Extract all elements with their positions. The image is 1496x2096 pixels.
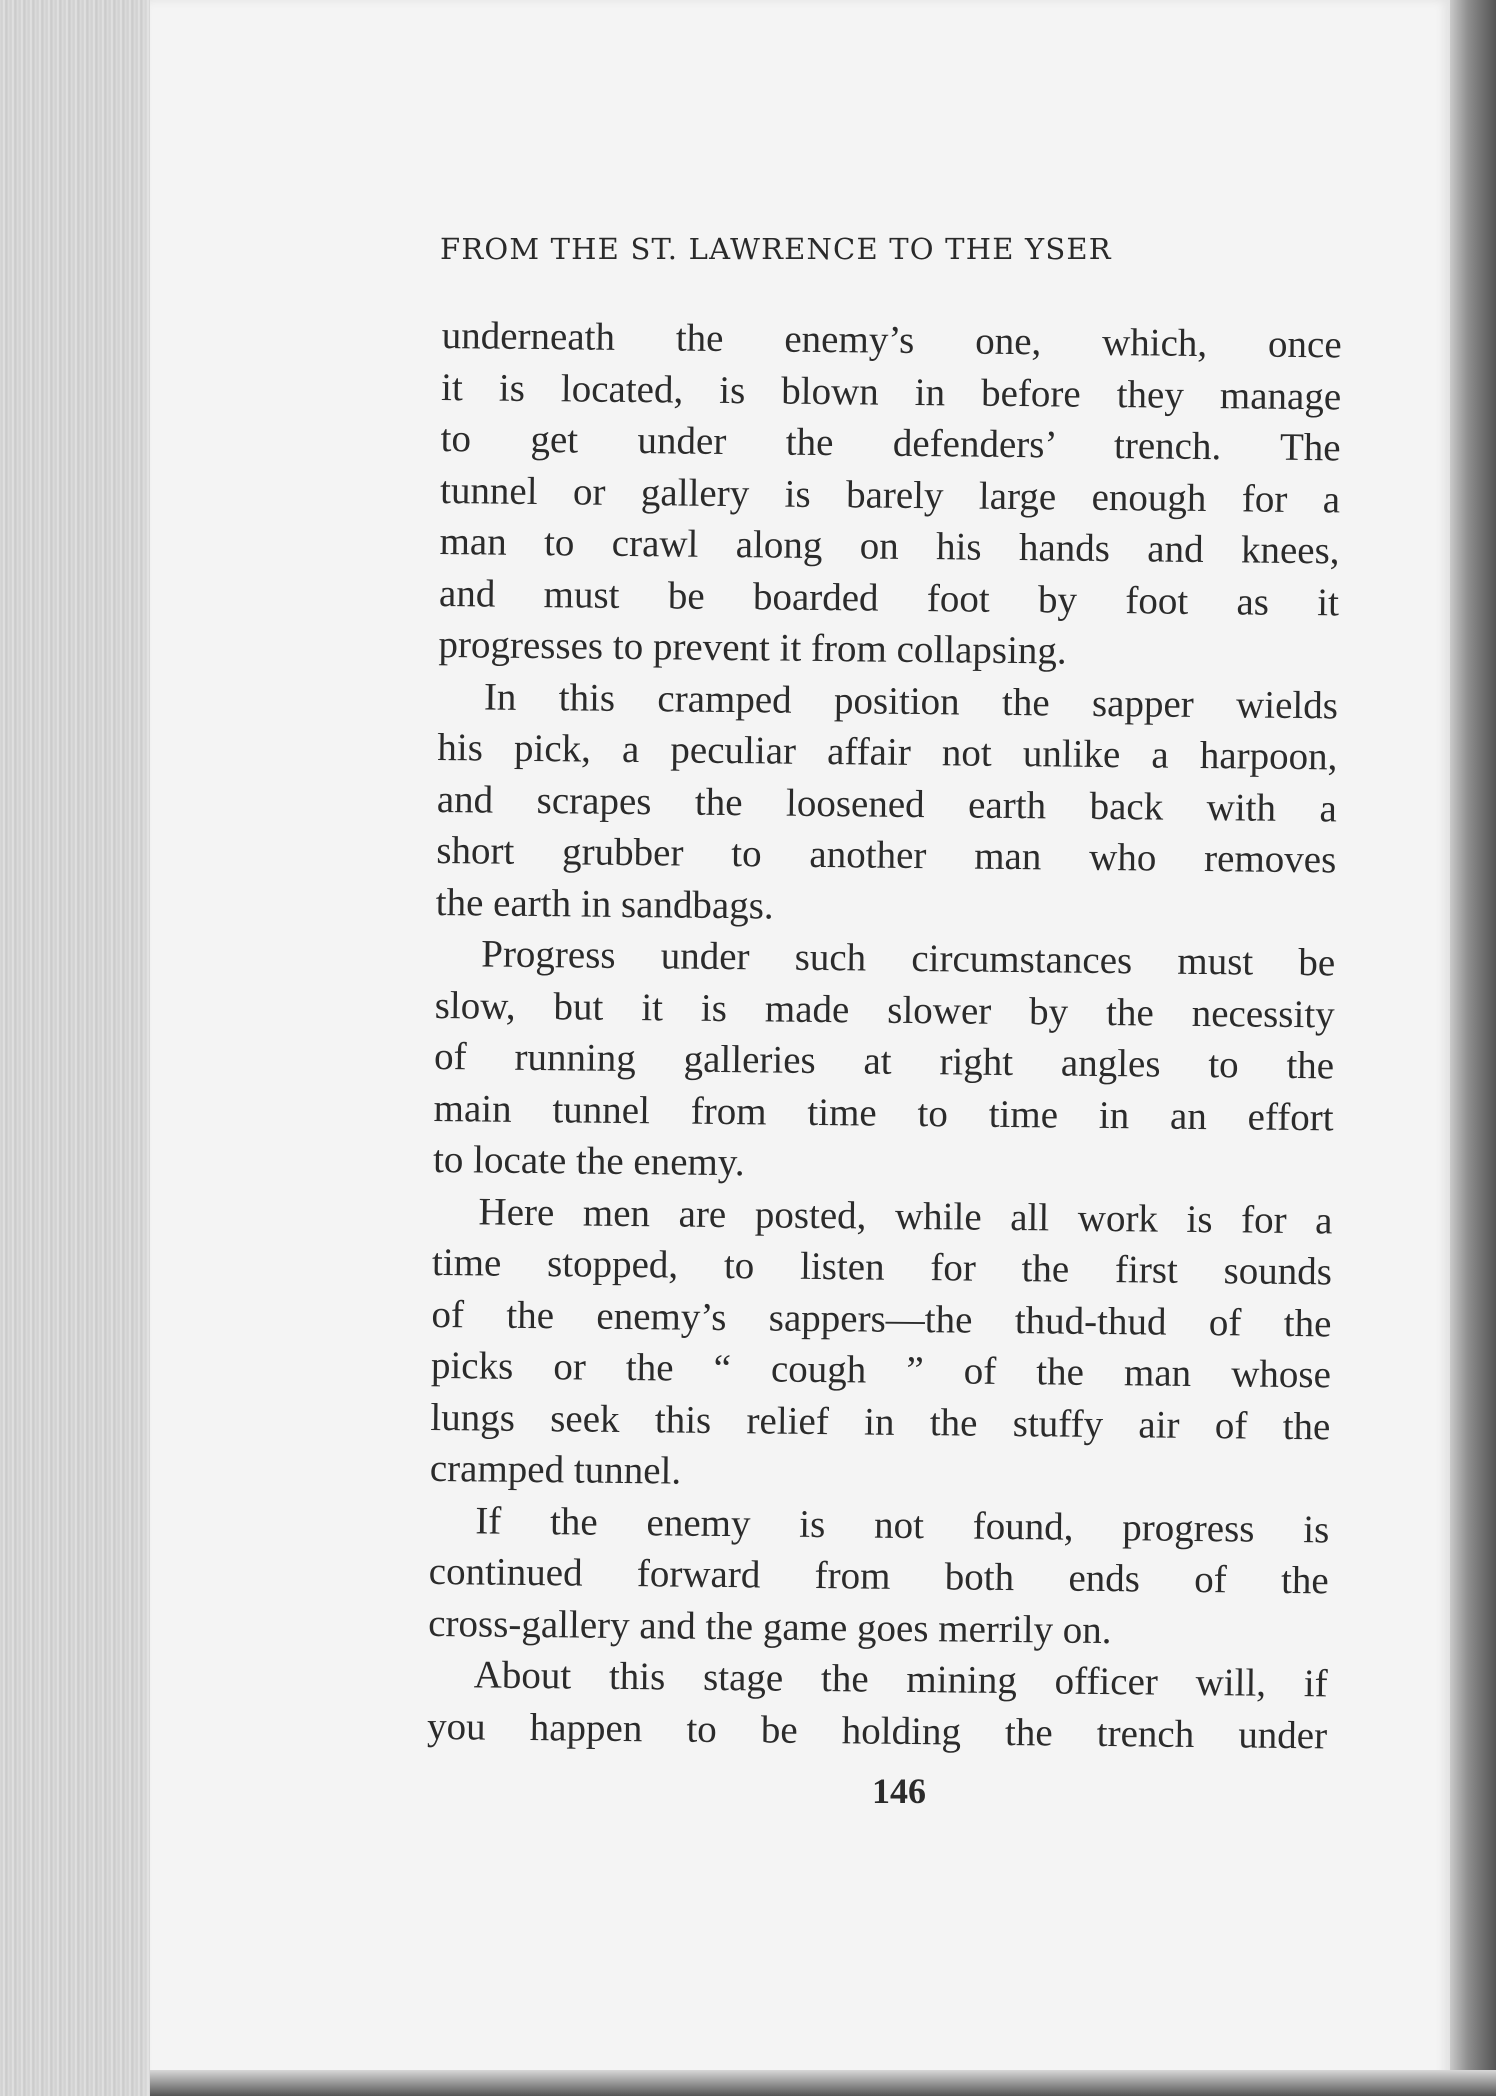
body-text	[427, 310, 1342, 1761]
text-line: underneath the enemy’s one, which, once	[441, 313, 1342, 367]
text-line: it is located, is blown in before they manage	[440, 365, 1342, 418]
text-line: the earth in sandbags.	[435, 880, 774, 928]
text-line: to locate the enemy.	[432, 1137, 745, 1185]
text-line: About this stage the mining officer will, if	[473, 1653, 1328, 1706]
text-line: cross-gallery and the game goes merrily on.	[428, 1601, 1112, 1652]
page-bottom-shadow	[150, 2070, 1496, 2096]
text-line: slow, but it is made slower by the necessity	[434, 983, 1335, 1036]
text-line: and scrapes the loosened earth back with a	[436, 777, 1338, 830]
text-line: continued forward from both ends of the	[428, 1549, 1329, 1603]
page-number: 146	[872, 1771, 926, 1811]
text-line: man to crawl along on his hands and knees,	[439, 519, 1340, 573]
text-line: to get under the defenders’ trench. The	[440, 416, 1341, 470]
text-line: progresses to prevent it from collapsing.	[438, 622, 1067, 673]
text-line: picks or the “ cough ” of the man whose	[430, 1343, 1332, 1397]
paragraph	[427, 1649, 1328, 1761]
text-line: of running galleries at right angles to the	[433, 1034, 1335, 1088]
text-line: time stopped, to listen for the first sounds	[431, 1240, 1333, 1294]
text-line: lungs seek this relief in the stuffy air of the	[430, 1395, 1331, 1448]
paragraph	[430, 1185, 1333, 1503]
text-line: you happen to be holding the trench under	[426, 1704, 1328, 1757]
text-line: and must be boarded foot by foot as it	[438, 571, 1340, 624]
paragraph	[436, 670, 1339, 937]
paragraph	[433, 928, 1336, 1195]
text-line: short grubber to another man who removes	[436, 828, 1337, 882]
running-head: FROM THE ST. LAWRENCE TO THE YSER	[440, 232, 1112, 266]
text-line: tunnel or gallery is barely large enough for a	[439, 468, 1341, 521]
paragraph	[438, 310, 1342, 680]
paragraph	[428, 1494, 1330, 1658]
text-line: cramped tunnel.	[429, 1446, 682, 1493]
text-line: of the enemy’s sappers—the thud-thud of the	[431, 1292, 1332, 1345]
text-line: In this cramped position the sapper wields	[483, 674, 1339, 727]
text-line: main tunnel from time to time in an effort	[433, 1086, 1334, 1139]
page-right-shadow	[1450, 0, 1496, 2096]
text-line: Progress under such circumstances must be	[481, 932, 1336, 985]
text-line: Here men are posted, while all work is for a	[478, 1189, 1333, 1242]
text-line: If the enemy is not found, progress is	[475, 1498, 1330, 1551]
text-line: his pick, a peculiar affair not unlike a harpoon,	[437, 725, 1338, 779]
